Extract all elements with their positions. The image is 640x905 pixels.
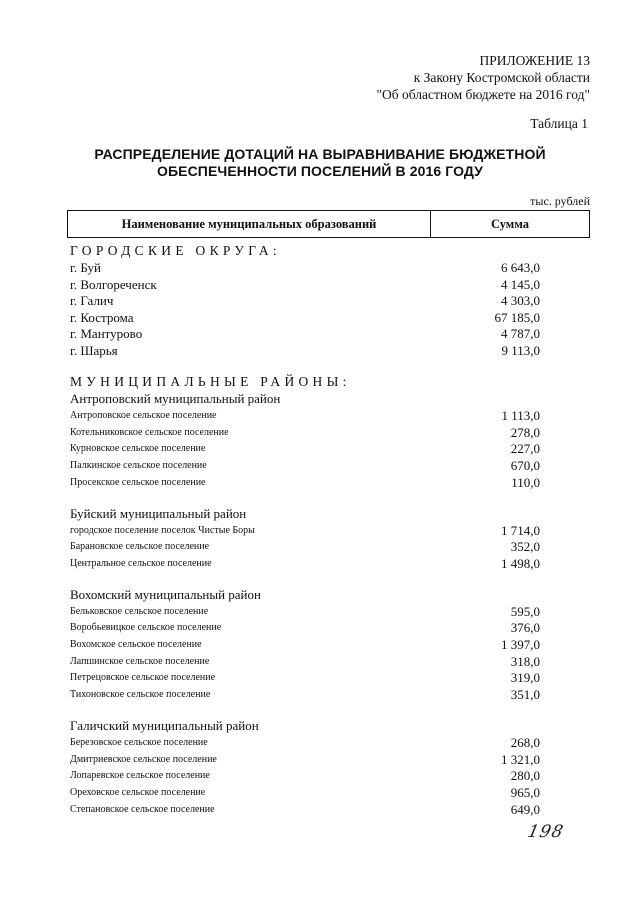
row-sum: 268,0 [510,734,540,750]
row-name: г. Шарья [70,342,118,358]
section-heading [70,243,540,259]
table-row [70,604,540,620]
column-header-sum: Сумма [491,216,529,231]
row-sum: 1 113,0 [501,408,540,423]
table-row [70,343,540,359]
table-row [70,441,540,457]
row-name: Антроповский муниципальный район [70,391,281,406]
table-row [70,425,540,441]
row-name: Курновское сельское поселение [70,443,206,455]
district-heading [70,718,540,734]
row-name: г. Кострома [70,309,134,325]
row-sum: 67 185,0 [494,309,540,325]
row-sum: 376,0 [510,620,540,636]
row-name: Бельковское сельское поселение [70,605,209,617]
row-name: МУНИЦИПАЛЬНЫЕ РАЙОНЫ: [70,374,351,389]
table-row [70,310,540,326]
district-heading [70,391,540,407]
row-name: Лопаревское сельское поселение [70,770,210,782]
row-sum: 1 498,0 [501,555,540,571]
law-reference: к Закону Костромской области [413,70,590,85]
table-row [70,752,540,768]
row-sum: 4 145,0 [501,276,540,292]
document-title-line-2: ОБЕСПЕЧЕННОСТИ ПОСЕЛЕНИЙ В 2016 ГОДУ [157,163,483,179]
table-row [70,475,540,491]
row-name: Лапшинское сельское поселение [70,655,210,667]
row-name: Дмитриевское сельское поселение [70,753,217,765]
handwritten-page-number: 198 [525,822,566,842]
document-title-line-1: РАСПРЕДЕЛЕНИЕ ДОТАЦИЙ НА ВЫРАВНИВАНИЕ БЮДЖЕТНОЙ [94,146,546,162]
table-row [70,687,540,703]
table-row [70,735,540,751]
table-row [70,539,540,555]
table-row [70,654,540,670]
row-name: ГОРОДСКИЕ ОКРУГА: [70,243,281,258]
row-sum: 110,0 [511,474,540,490]
row-name: Тихоновское сельское поселение [70,689,211,701]
row-name: Палкинское сельское поселение [70,460,207,472]
district-heading [70,506,540,522]
district-heading [70,587,540,603]
row-sum: 9 113,0 [501,342,540,358]
row-name: г. Буй [70,260,101,275]
row-sum: 670,0 [510,458,540,474]
row-name: г. Мантурово [70,326,143,341]
row-name: Галичский муниципальный район [70,717,259,733]
table-row [70,293,540,309]
row-sum: 4 787,0 [501,326,540,341]
row-sum: 965,0 [510,784,540,800]
row-name: Антроповское сельское поселение [70,410,217,421]
row-sum: 280,0 [510,768,540,784]
table-row [70,556,540,572]
row-name: Петрецовское сельское поселение [70,672,216,684]
table-row [70,523,540,539]
row-sum: 351,0 [510,687,540,703]
row-sum: 318,0 [510,653,540,669]
table-row [70,802,540,818]
row-name: Степановское сельское поселение [70,803,215,815]
row-name: Вохомское сельское поселение [70,639,202,650]
table-row [70,785,540,801]
table-row [70,620,540,636]
row-sum: 649,0 [510,801,540,817]
row-sum: 319,0 [510,670,540,686]
row-name: г. Галич [70,293,114,308]
row-name: Ореховское сельское поселение [70,786,206,798]
row-name: Воробьевицкое сельское поселение [70,622,222,634]
unit-label: тыс. рублей [530,194,590,208]
row-sum: 595,0 [510,603,540,619]
budget-law-title: "Об областном бюджете на 2016 год" [376,87,590,102]
table-row [70,260,540,276]
row-name: Березовское сельское поселение [70,736,208,748]
row-sum: 1 321,0 [501,751,540,767]
row-name: городское поселение поселок Чистые Боры [70,524,255,536]
table-number: Таблица 1 [530,116,588,131]
row-name: Барановское сельское поселение [70,541,210,553]
row-name: Котельниковское сельское поселение [70,426,229,438]
table-row [70,408,540,424]
column-header-name: Наименование муниципальных образований [68,211,431,237]
row-name: Просекское сельское поселение [70,476,206,488]
section-heading [70,374,540,390]
table-row [70,637,540,653]
row-sum: 6 643,0 [501,260,540,275]
row-name: г. Волгореченск [70,276,157,292]
table-row [70,670,540,686]
row-sum: 227,0 [510,441,540,457]
row-sum: 4 303,0 [501,293,540,308]
row-name: Центральное сельское поселение [70,557,212,569]
row-sum: 278,0 [510,424,540,440]
table-row [70,458,540,474]
row-name: Вохомский муниципальный район [70,586,261,602]
row-name: Буйский муниципальный район [70,505,247,521]
row-sum: 1 397,0 [501,637,540,652]
appendix-label: ПРИЛОЖЕНИЕ 13 [479,53,590,68]
row-sum: 352,0 [510,539,540,555]
table-row [70,326,540,342]
table-row [70,277,540,293]
table-row [70,768,540,784]
row-sum: 1 714,0 [501,522,540,538]
